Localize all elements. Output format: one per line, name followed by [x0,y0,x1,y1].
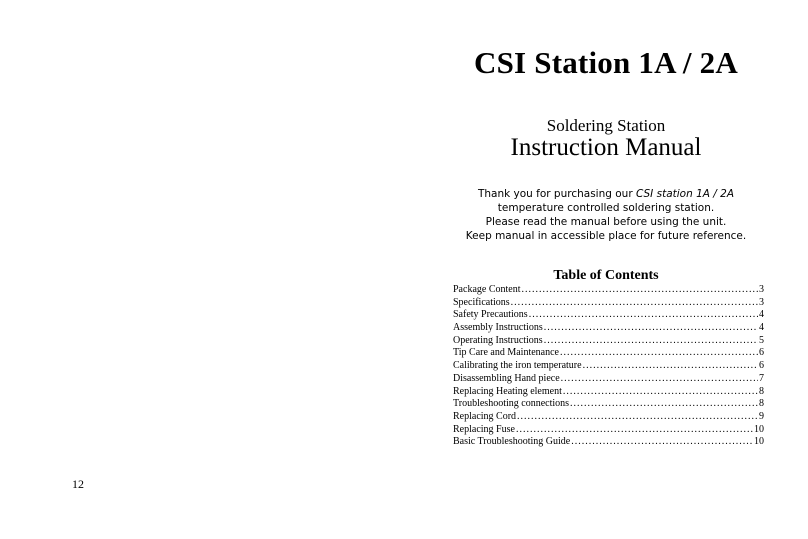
intro-line-4: Keep manual in accessible place for future reference. [465,230,747,242]
intro-text [404,187,808,243]
toc-heading: Table of Contents [553,268,659,283]
toc-entry: Basic Troubleshooting Guide ..... 10 [453,436,764,449]
toc-entry: Troubleshooting connections ..... 8 [453,398,764,411]
intro-line-2: temperature controlled soldering station. [497,202,715,214]
toc-entry: Package Content ..... 3 [453,284,764,297]
document-title: CSI Station 1A / 2A [474,45,738,80]
toc-entry: Safety Precautions ..... 4 [453,309,764,322]
toc-entry: Tip Care and Maintenance ..... 6 [453,347,764,360]
document-subtitle: Soldering Station [546,116,666,135]
toc-entry: Disassembling Hand piece ..... 7 [453,373,764,386]
product-name: CSI station 1A / 2A [635,188,735,200]
cover-page [404,0,808,539]
intro-line-3: Please read the manual before using the unit. [485,216,727,228]
toc-entry: Replacing Cord ..... 9 [453,411,764,424]
manual-title: Instruction Manual [510,134,702,161]
toc-entry: Assembly Instructions ..... 4 [453,322,764,335]
page-number: 12 [72,477,84,491]
toc-entry: Calibrating the iron temperature ..... 6 [453,360,764,373]
toc-entry: Replacing Heating element ..... 8 [453,386,764,399]
toc-entry: Operating Instructions ..... 5 [453,335,764,348]
table-of-contents [453,284,764,449]
toc-entry: Specifications ..... 3 [453,297,764,310]
intro-line-1: Thank you for purchasing our CSI station 1A / 2A [477,188,735,200]
toc-entry: Replacing Fuse ..... 10 [453,424,764,437]
